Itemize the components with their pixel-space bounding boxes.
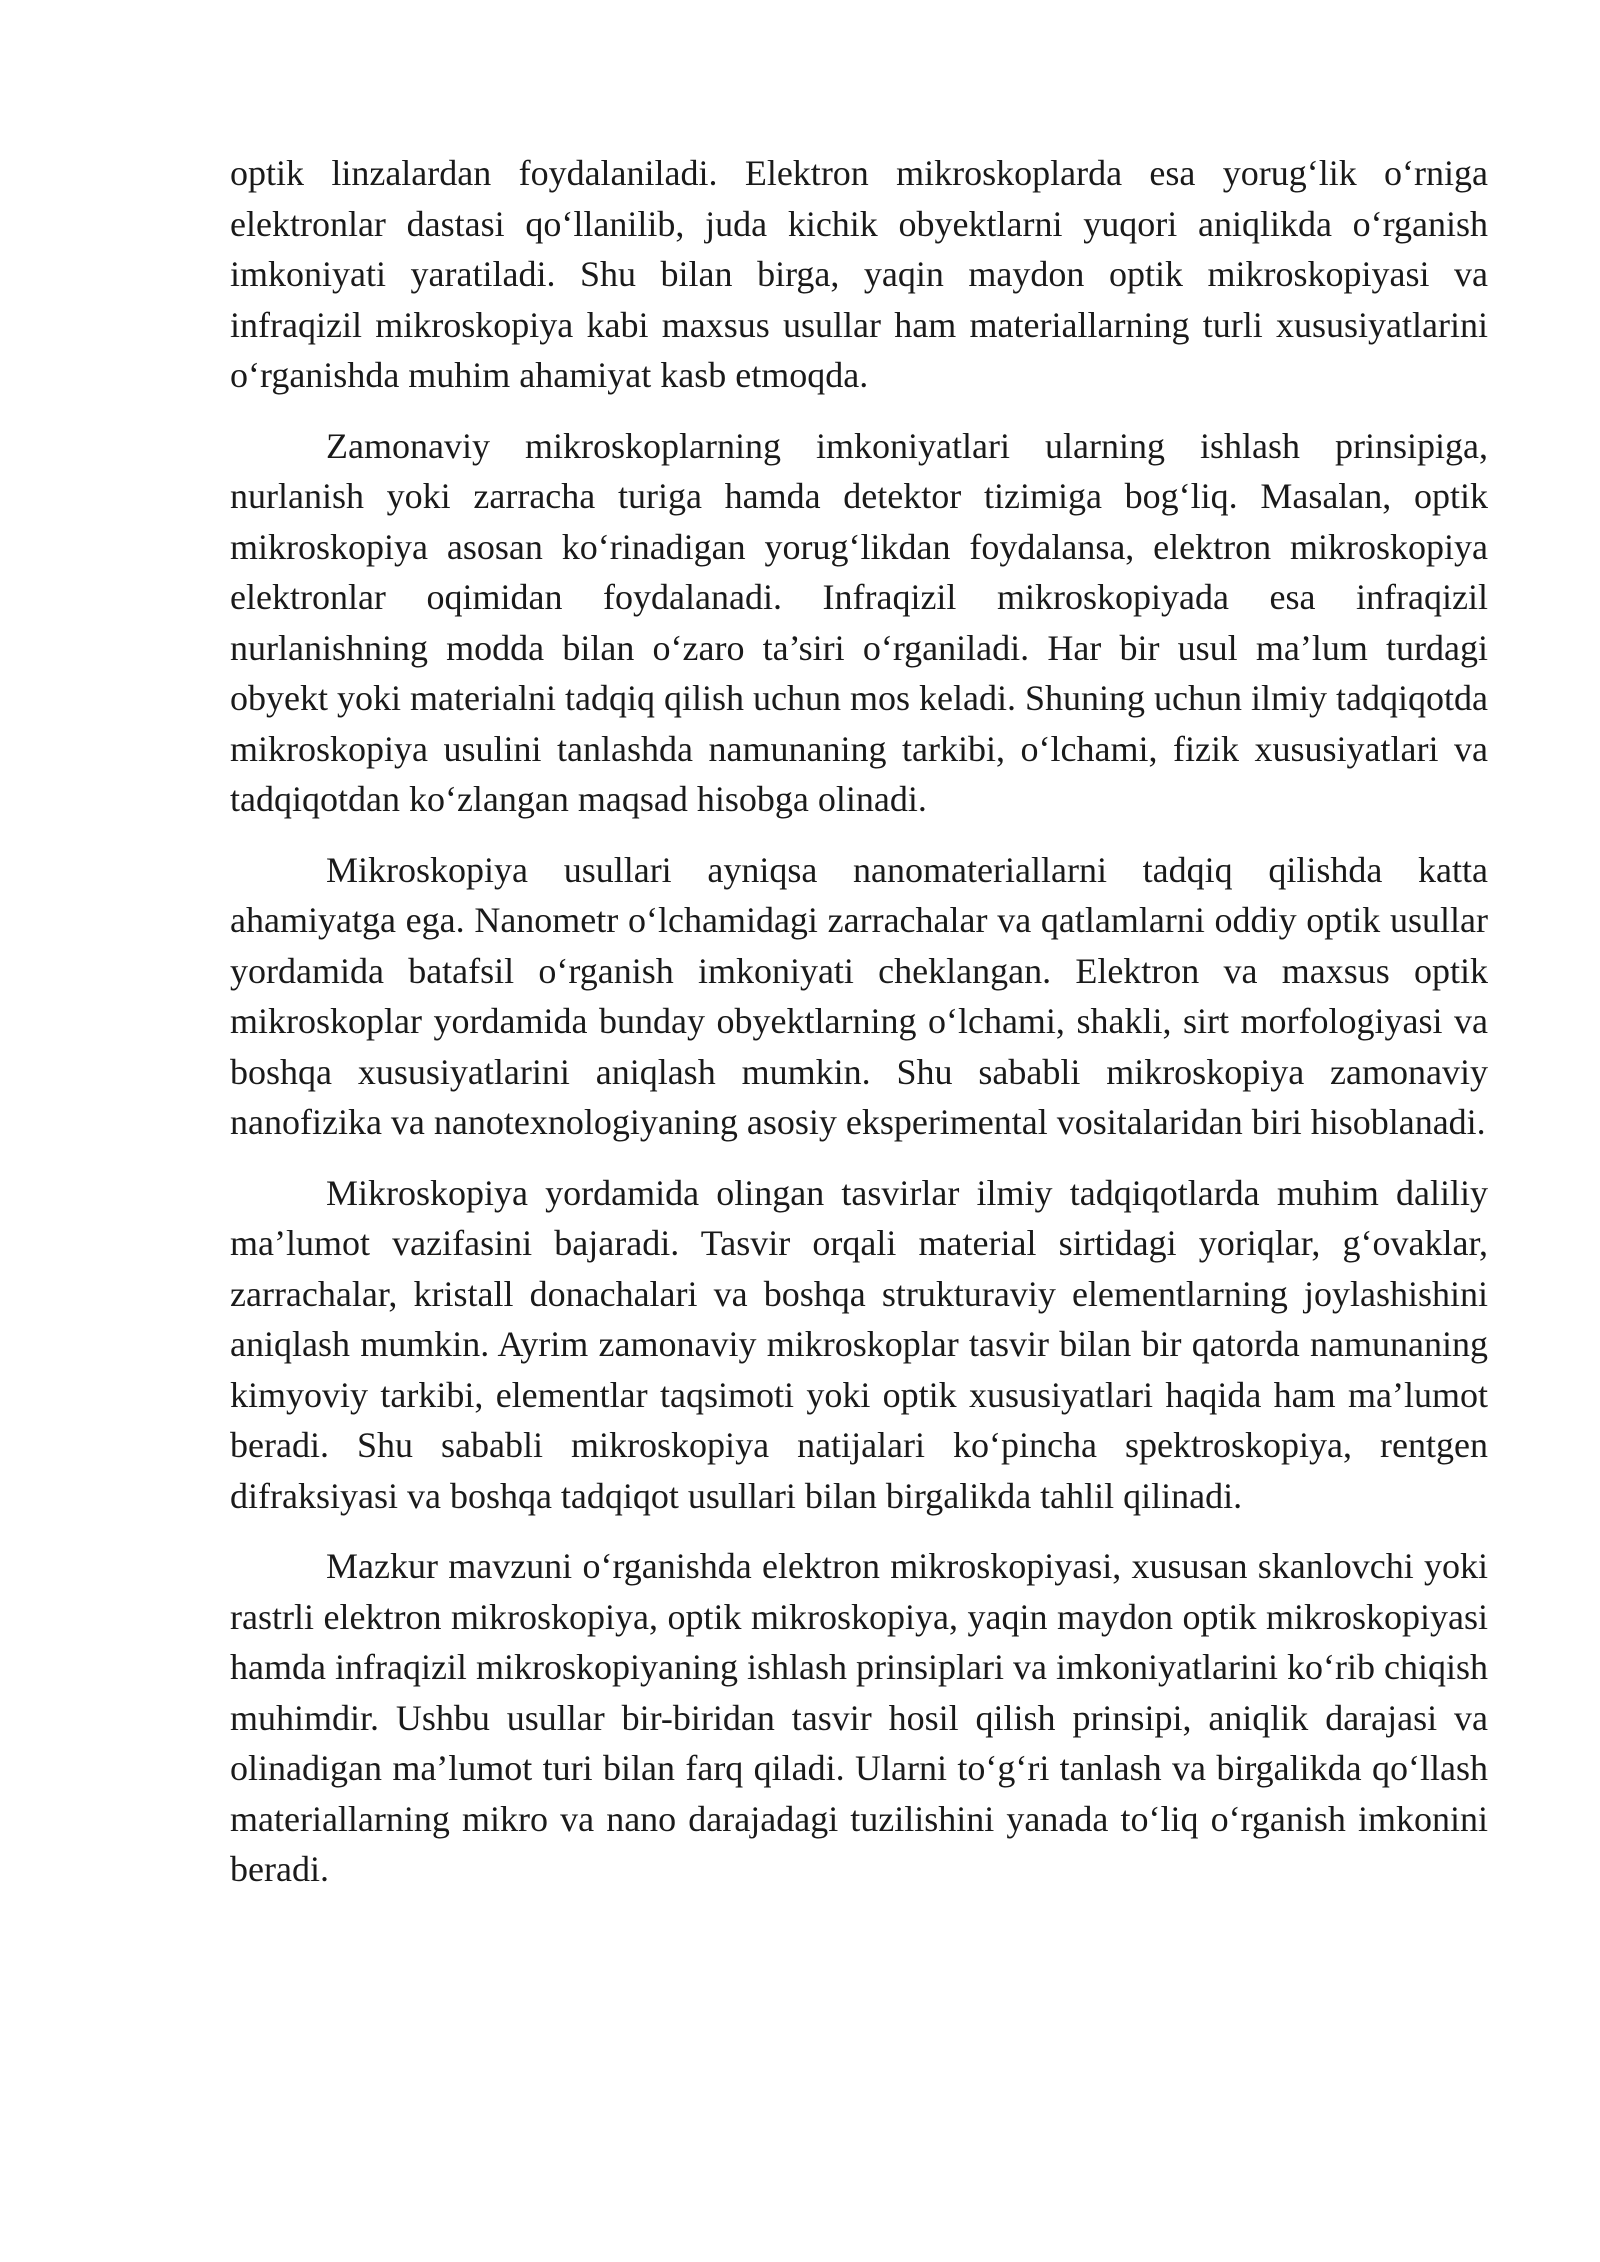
paragraph: Mazkur mavzuni o‘rganishda elektron mikroskopiyasi, xususan skanlovchi yoki rastrli elektron mikroskopiya, optik mikroskopiya, yaqin maydon optik mikroskopiyasi hamda infraqizil mikroskopiyaning ishlash prinsiplari va imkoniyatlarini ko‘rib chiqish muhimdir. Ushbu usullar bir-biridan tasvir hosil qilish prinsipi, aniqlik darajasi va olinadigan ma’lumot turi bilan farq qiladi. Ularni to‘g‘ri tanlash va birgalikda qo‘llash materiallarning mikro va nano darajadagi tuzilishini yanada to‘liq o‘rganish imkonini beradi. [230,1546,1488,1889]
paragraph: Zamonaviy mikroskoplarning imkoniyatlari ularning ishlash prinsipiga, nurlanish yoki zarracha turiga hamda detektor tizimiga bog‘liq. Masalan, optik mikroskopiya asosan ko‘rinadigan yorug‘likdan foydalansa, elektron mikroskopiya elektronlar oqimidan foydalanadi. Infraqizil mikroskopiyada esa infraqizil nurlanishning modda bilan o‘zaro ta’siri o‘rganiladi. Har bir usul ma’lum turdagi obyekt yoki materialni tadqiq qilish uchun mos keladi. Shuning uchun ilmiy tadqiqotda mikroskopiya usulini tanlashda namunaning tarkibi, o‘lchami, fizik xususiyatlari va tadqiqotdan ko‘zlangan maqsad hisobga olinadi. [230,425,1488,819]
document-body [230,148,1488,1915]
paragraph-continuation: optik linzalardan foydalaniladi. Elektron mikroskoplarda esa yorug‘lik o‘rniga elektronlar dastasi qo‘llanilib, juda kichik obyektlarni yuqori aniqlikda o‘rganish imkoniyati yaratiladi. Shu bilan birga, yaqin maydon optik mikroskopiyasi va infraqizil mikroskopiya kabi maxsus usullar ham materiallarning turli xususiyatlarini o‘rganishda muhim ahamiyat kasb etmoqda. [230,153,1488,395]
paragraph: Mikroskopiya yordamida olingan tasvirlar ilmiy tadqiqotlarda muhim daliliy ma’lumot vazifasini bajaradi. Tasvir orqali material sirtidagi yoriqlar, g‘ovaklar, zarrachalar, kristall donachalari va boshqa strukturaviy elementlarning joylashishini aniqlash mumkin. Ayrim zamonaviy mikroskoplar tasvir bilan bir qatorda namunaning kimyoviy tarkibi, elementlar taqsimoti yoki optik xususiyatlari haqida ham ma’lumot beradi. Shu sababli mikroskopiya natijalari ko‘pincha spektroskopiya, rentgen difraksiyasi va boshqa tadqiqot usullari bilan birgalikda tahlil qilinadi. [230,1172,1488,1516]
paragraph: Mikroskopiya usullari ayniqsa nanomateriallarni tadqiq qilishda katta ahamiyatga ega. Nanometr o‘lchamidagi zarrachalar va qatlamlarni oddiy optik usullar yordamida batafsil o‘rganish imkoniyati cheklangan. Elektron va maxsus optik mikroskoplar yordamida bunday obyektlarning o‘lchami, shakli, sirt morfologiyasi va boshqa xususiyatlarini aniqlash mumkin. Shu sababli mikroskopiya zamonaviy nanofizika va nanotexnologiyaning asosiy eksperimental vositalaridan biri hisoblanadi. [230,849,1488,1142]
